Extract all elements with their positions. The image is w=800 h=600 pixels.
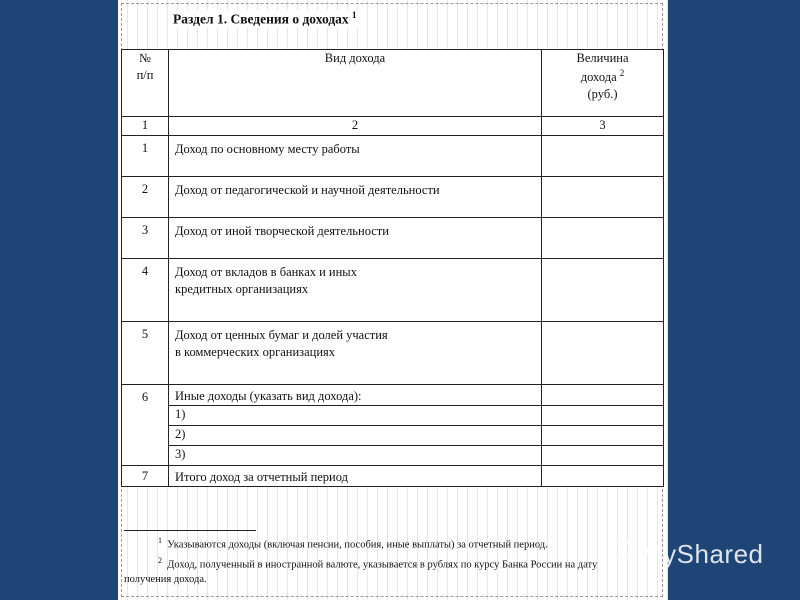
column-index: 1 <box>122 117 169 136</box>
amount-cell[interactable] <box>542 322 664 385</box>
amount-cell[interactable] <box>542 406 664 426</box>
table-row <box>122 136 664 177</box>
amount-cell[interactable] <box>542 259 664 322</box>
table-row <box>122 259 664 322</box>
amount-cell[interactable] <box>542 136 664 177</box>
row-label: Доход от педагогической и научной деятельности <box>169 177 542 218</box>
watermark: MyShared <box>641 539 764 569</box>
row-label: Доход от иной творческой деятельности <box>169 218 542 259</box>
amount-cell[interactable] <box>542 446 664 466</box>
subitem-label: 2) <box>169 426 542 446</box>
subitem-row <box>122 426 664 446</box>
document-page <box>118 0 668 600</box>
row-number: 6 <box>122 385 169 466</box>
header-amount: Величина дохода $^2$ (руб.) <box>542 50 664 117</box>
row-number: 5 <box>122 322 169 385</box>
row-number: 2 <box>122 177 169 218</box>
row-label: Иные доходы (указать вид дохода): <box>169 385 542 406</box>
header-income-type: Вид дохода <box>169 50 542 117</box>
table-row-total <box>122 466 664 487</box>
footnote-2: $^2$ Доход, полученный в иностранной валюте, указывается в рублях по курсу Банка России на дату получения дохода. <box>124 556 598 585</box>
row-label: Доход от вкладов в банках и иных кредитных организациях <box>169 259 542 322</box>
title-footnote-mark: 1 <box>352 10 357 20</box>
subitem-row <box>122 446 664 466</box>
section-title: Раздел 1. Сведения о доходах $^1$ <box>170 10 360 28</box>
subitem-label: 3) <box>169 446 542 466</box>
amount-cell[interactable] <box>542 385 664 406</box>
row-number: 4 <box>122 259 169 322</box>
header-num: № п/п <box>122 50 169 117</box>
income-table <box>121 49 664 487</box>
amount-cell[interactable] <box>542 426 664 446</box>
table-row <box>122 218 664 259</box>
row-label: Итого доход за отчетный период <box>169 466 542 487</box>
table-row <box>122 385 664 406</box>
footnote-1: $^1$ Указываются доходы (включая пенсии, пособия, иные выплаты) за отчетный период. <box>158 536 548 551</box>
column-index: 3 <box>542 117 664 136</box>
row-label: Доход от ценных бумаг и долей участия в коммерческих организациях <box>169 322 542 385</box>
row-number: 7 <box>122 466 169 487</box>
row-number: 1 <box>122 136 169 177</box>
amount-cell[interactable] <box>542 177 664 218</box>
presentation-icon <box>612 540 638 566</box>
amount-cell[interactable] <box>542 466 664 487</box>
subitem-row <box>122 406 664 426</box>
table-row <box>122 177 664 218</box>
amount-cell[interactable] <box>542 218 664 259</box>
row-label: Доход по основному месту работы <box>169 136 542 177</box>
footnote-separator <box>124 530 256 531</box>
subitem-label: 1) <box>169 406 542 426</box>
table-header-row <box>122 50 664 117</box>
table-row <box>122 322 664 385</box>
row-number: 3 <box>122 218 169 259</box>
column-index: 2 <box>169 117 542 136</box>
column-index-row <box>122 117 664 136</box>
